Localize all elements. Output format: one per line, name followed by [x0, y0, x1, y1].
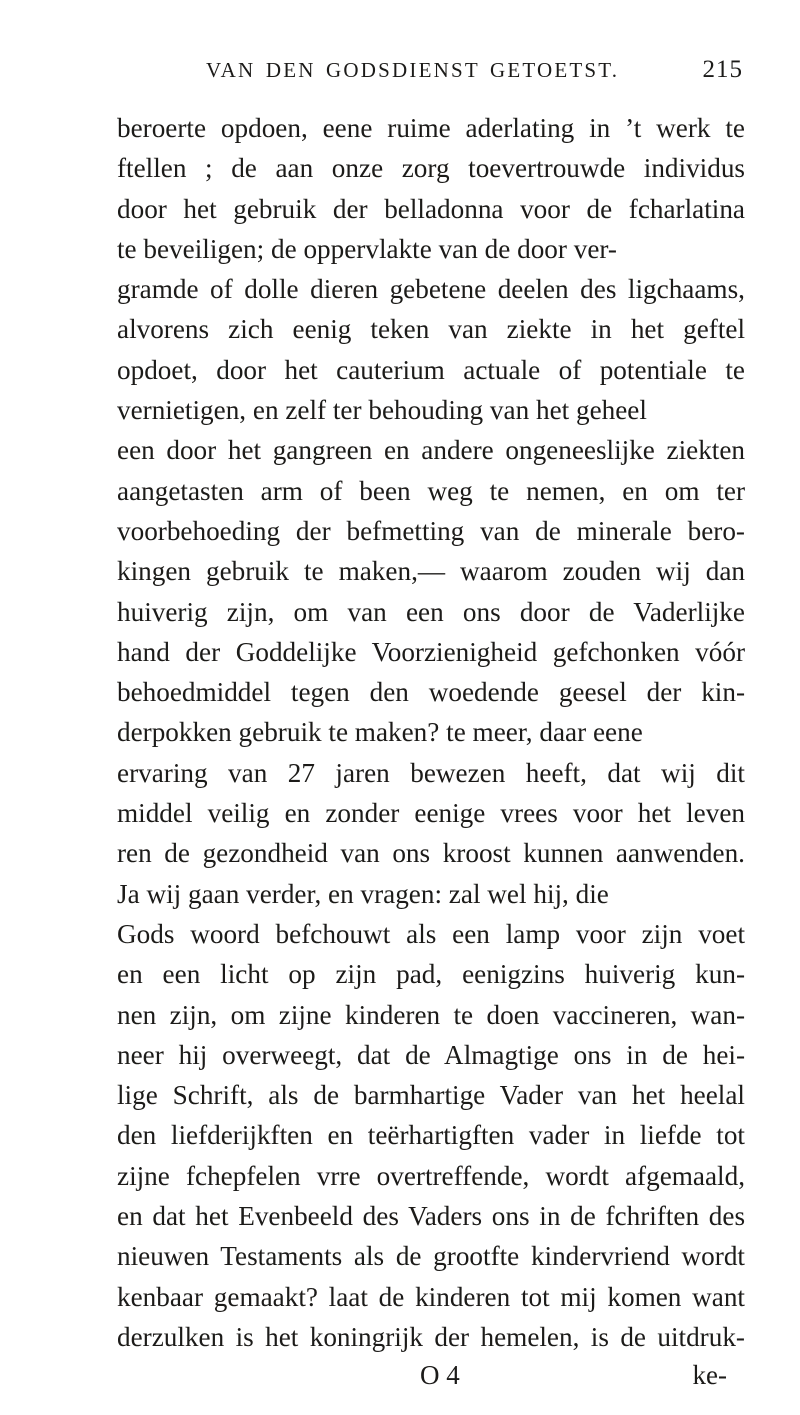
running-head: VAN DEN GODSDIENST GETOETST.	[206, 58, 620, 82]
text-line: middel veilig en zonder eenige vrees voor het leven	[117, 798, 745, 829]
text-line: kingen gebruik te maken,— waarom zouden wij dan	[117, 556, 746, 587]
text-line: opdoet, door het cauterium actuale of potentiale te	[117, 354, 745, 385]
text-line: hand der Goddelijke Voorzienigheid gefchonken vóór	[117, 636, 746, 667]
text-line: voorbehoeding der befmetting van de minerale bero-	[117, 515, 745, 546]
text-line: en een licht op zijn pad, eenigzins huiverig kun-	[117, 959, 745, 990]
text-line: beroerte opdoen, eene ruime aderlating in ’t werk te	[117, 113, 745, 143]
text-line: ftellen ; de aan onze zorg toevertrouwde individus	[117, 153, 745, 184]
text-line: behoedmiddel tegen den woedende geesel der kin-	[117, 677, 745, 708]
page-number: 215	[702, 56, 743, 83]
page-footer	[117, 1360, 745, 1400]
page-header	[118, 58, 743, 88]
text-line: alvorens zich eenig teken van ziekte in het geftel	[117, 314, 745, 345]
catchword: ke-	[692, 1360, 727, 1390]
text-line: den liefderijkften en teërhartigften vader in liefde tot	[117, 1120, 745, 1151]
body-text	[117, 108, 745, 1357]
text-line: een door het gangreen en andere ongeneeslijke ziekten	[117, 435, 746, 466]
text-line: derzulken is het koningrijk der hemelen, is de uitdruk-	[117, 1321, 745, 1352]
signature-mark: O 4	[420, 1360, 460, 1390]
text-line: neer hij overweegt, dat de Almagtige ons in de hei-	[117, 1039, 746, 1070]
text-line: ren de gezondheid van ons kroost kunnen aanwenden.	[117, 838, 745, 869]
text-line: en dat het Evenbeeld des Vaders ons in de fchriften des	[117, 1201, 746, 1232]
text-line: kenbaar gemaakt? laat de kinderen tot mij komen want	[117, 1281, 745, 1312]
text-line: nieuwen Testaments als de grootfte kindervriend wordt	[117, 1241, 745, 1272]
text-line: te beveiligen; de oppervlakte van de door ver-	[117, 233, 617, 264]
text-line: nen zijn, om zijne kinderen te doen vaccineren, wan-	[117, 999, 746, 1030]
text-line: aangetasten arm of been weg te nemen, en om ter	[117, 475, 746, 506]
text-line: lige Schrift, als de barmhartige Vader van het heelal	[117, 1080, 745, 1111]
text-line: derpokken gebruik te maken? te meer, daar eene	[117, 717, 643, 748]
text-line: Gods woord befchouwt als een lamp voor zijn voet	[117, 918, 746, 949]
text-line: gramde of dolle dieren gebetene deelen des ligchaams,	[117, 274, 745, 305]
text-line: huiverig zijn, om van een ons door de Vaderlijke	[117, 596, 745, 627]
text-line: Ja wij gaan verder, en vragen: zal wel hij, die	[117, 878, 609, 909]
text-line: door het gebruik der belladonna voor de fcharlatina	[117, 193, 745, 224]
text-line: ervaring van 27 jaren bewezen heeft, dat wij dit	[117, 757, 745, 788]
text-line: zijne fchepfelen vrre overtreffende, wordt afgemaald,	[117, 1160, 746, 1191]
text-line: vernietigen, en zelf ter behouding van het geheel	[117, 395, 647, 426]
